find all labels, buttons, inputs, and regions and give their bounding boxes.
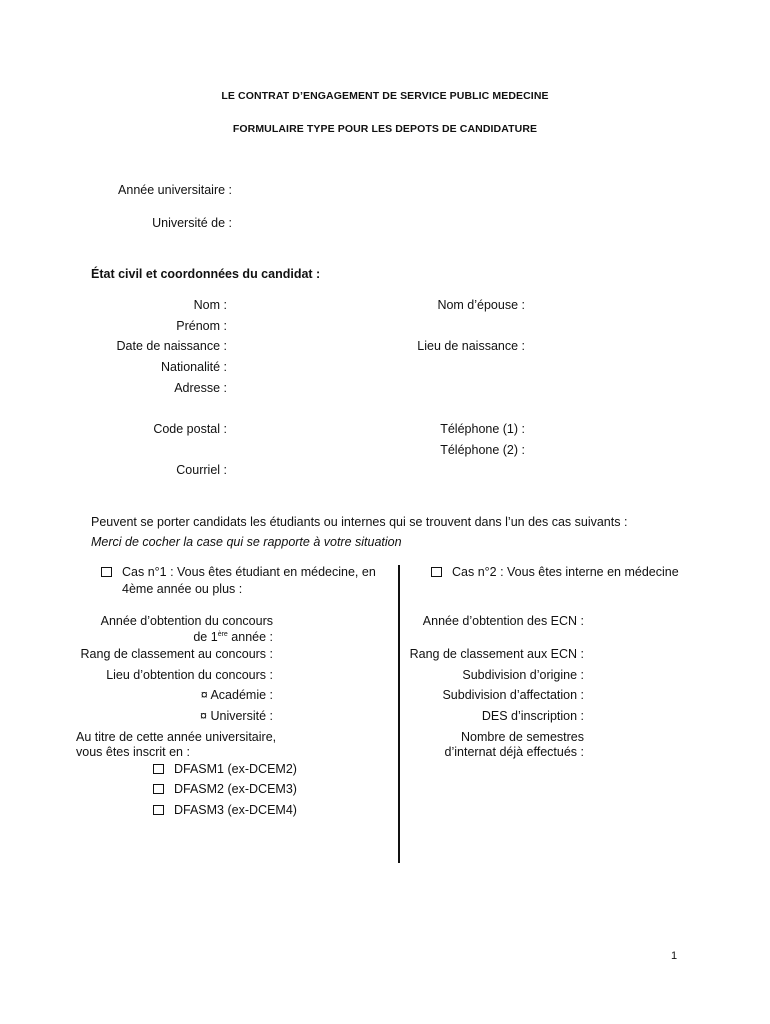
annee-universitaire-label: Année universitaire :	[118, 183, 232, 197]
cas1-inscrit-label: Au titre de cette année universitaire,	[76, 730, 277, 744]
cas1-option[interactable]	[101, 565, 376, 579]
cas2-checkbox[interactable]	[431, 567, 442, 577]
document-title: LE CONTRAT D’ENGAGEMENT DE SERVICE PUBLIC MEDECINE	[221, 90, 549, 102]
cas2-subdivision-affectation-label: Subdivision d’affectation :	[442, 688, 584, 702]
cas1-academie-label: ¤ Académie :	[200, 688, 273, 702]
dfasm3-option[interactable]	[153, 803, 297, 817]
dfasm2-checkbox[interactable]	[153, 784, 164, 794]
nationalite-label: Nationalité :	[160, 360, 227, 374]
cas1-checkbox[interactable]	[101, 567, 112, 577]
universite-label: Université de :	[152, 216, 232, 230]
cas2-des-label: DES d’inscription :	[481, 709, 584, 723]
intro-text: Peuvent se porter candidats les étudiants ou internes qui se trouvent dans l’un des cas suivants :	[91, 515, 628, 529]
cas2-option[interactable]	[431, 565, 679, 579]
cas2-subdivision-origine-label: Subdivision d’origine :	[462, 668, 584, 682]
date-naissance-label: Date de naissance :	[116, 339, 227, 353]
dfasm3-checkbox[interactable]	[153, 805, 164, 815]
dfasm1-option[interactable]	[153, 762, 297, 776]
dfasm2-label: DFASM2 (ex-DCEM3)	[174, 782, 297, 796]
telephone2-label: Téléphone (2) :	[440, 443, 525, 457]
page-number: 1	[671, 950, 678, 962]
cas1-label-cont: 4ème année ou plus :	[122, 582, 243, 596]
dfasm1-checkbox[interactable]	[153, 764, 164, 774]
intro-instruction: Merci de cocher la case qui se rapporte à votre situation	[91, 535, 402, 549]
cas2-semestres-label: Nombre de semestres	[461, 730, 584, 744]
etat-civil-heading: État civil et coordonnées du candidat :	[91, 267, 321, 281]
cas1-label: Cas n°1 : Vous êtes étudiant en médecine, en	[122, 565, 376, 579]
prenom-label: Prénom :	[176, 319, 227, 333]
document-subtitle: FORMULAIRE TYPE POUR LES DEPOTS DE CANDIDATURE	[232, 123, 538, 135]
code-postal-label: Code postal :	[153, 422, 227, 436]
cas1-inscrit-label-cont: vous êtes inscrit en :	[76, 745, 190, 759]
telephone1-label: Téléphone (1) :	[440, 422, 525, 436]
cas1-lieu-label: Lieu d’obtention du concours :	[106, 668, 273, 682]
nom-epouse-label: Nom d’épouse :	[437, 298, 525, 312]
column-divider	[398, 565, 400, 863]
cas1-concours-label-cont: de 1ère année :	[193, 630, 273, 644]
cas2-label: Cas n°2 : Vous êtes interne en médecine	[452, 565, 679, 579]
cas2-ecn-label: Année d’obtention des ECN :	[422, 614, 584, 628]
cas1-concours-label: Année d’obtention du concours	[100, 614, 273, 628]
lieu-naissance-label: Lieu de naissance :	[417, 339, 525, 353]
cas2-semestres-label-cont: d’internat déjà effectués :	[444, 745, 584, 759]
dfasm1-label: DFASM1 (ex-DCEM2)	[174, 762, 297, 776]
cas2-rang-label: Rang de classement aux ECN :	[409, 647, 584, 661]
nom-label: Nom :	[193, 298, 227, 312]
cas1-rang-label: Rang de classement au concours :	[80, 647, 273, 661]
cas1-universite-label: ¤ Université :	[200, 709, 273, 723]
dfasm3-label: DFASM3 (ex-DCEM4)	[174, 803, 297, 817]
adresse-label: Adresse :	[174, 381, 227, 395]
dfasm2-option[interactable]	[153, 782, 297, 796]
courriel-label: Courriel :	[176, 463, 227, 477]
